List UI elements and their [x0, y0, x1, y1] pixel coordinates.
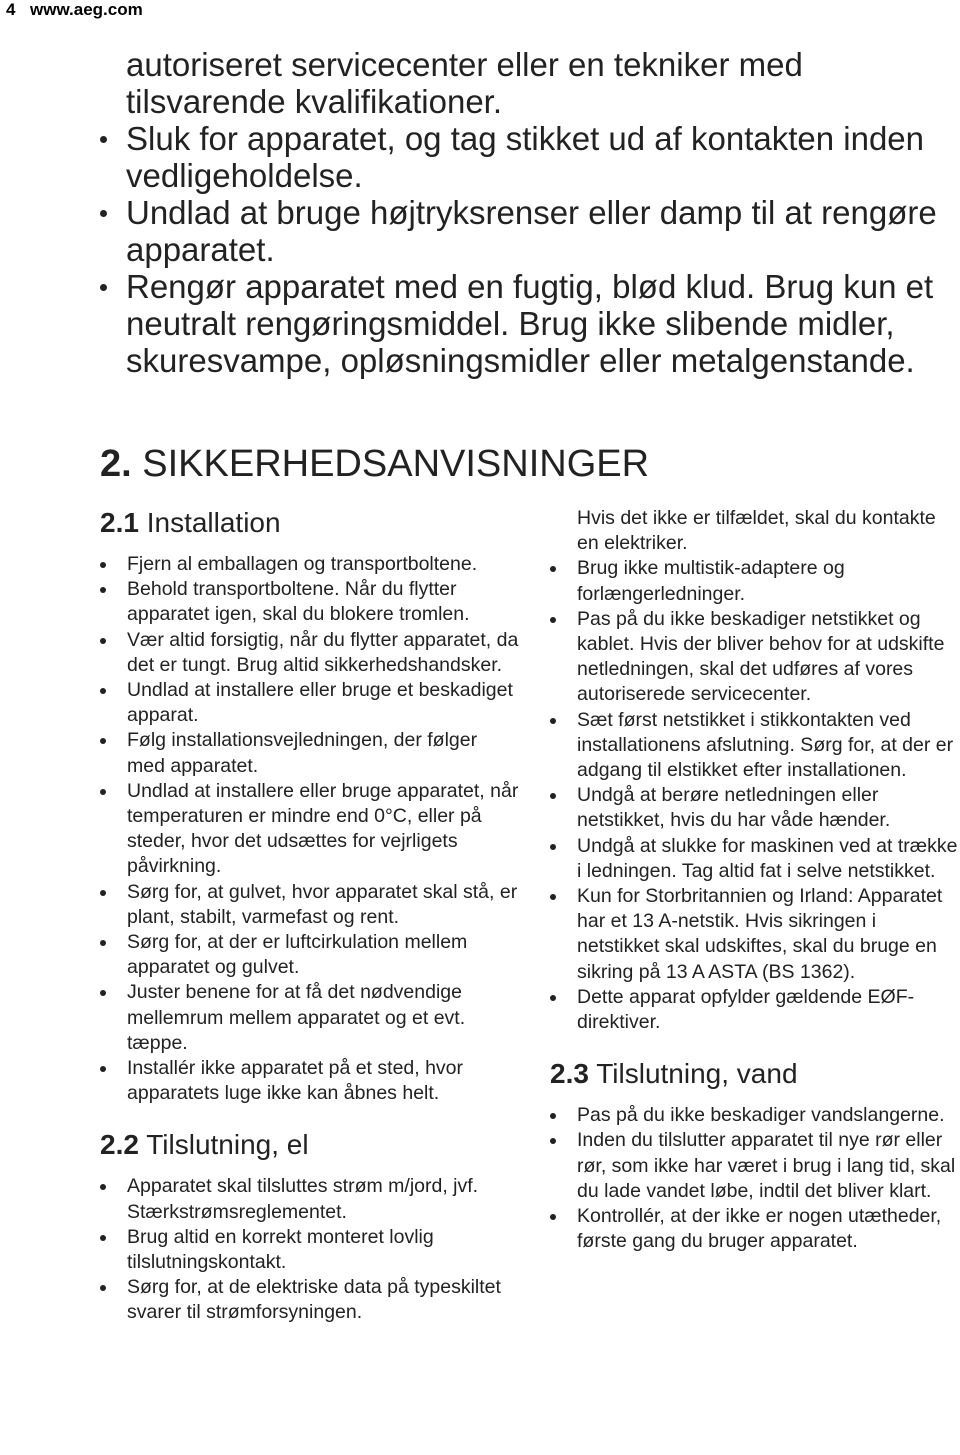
subsection-heading-vand — [550, 1057, 960, 1091]
section-number: 2. — [100, 443, 132, 485]
list-item: Sluk for apparatet, og tag stikket ud af kontakten inden vedligeholdelse. — [100, 120, 955, 194]
list-item: Kun for Storbritannien og Irland: Apparatet har et 13 A-netstik. Hvis sikringen i netstikket skal udskiftes, skal du bruge en sikring på 13 A ASTA (BS 1362). — [550, 884, 960, 985]
list-item: Sæt først netstikket i stikkontakten ved installationens afslutning. Sørg for, at der er adgang til elstikket efter installationen. — [550, 708, 960, 784]
subsection-number: 2.2 — [100, 1129, 139, 1161]
list-item: Vær altid forsigtig, når du flytter apparatet, da det er tungt. Brug altid sikkerhedshandsker. — [100, 628, 520, 678]
list-item: Sørg for, at de elektriske data på typeskiltet svarer til strømforsyningen. — [100, 1275, 520, 1325]
list-item: Undgå at slukke for maskinen ved at trække i ledningen. Tag altid fat i selve netstikket. — [550, 834, 960, 884]
list-item: Pas på du ikke beskadiger vandslangerne. — [550, 1103, 960, 1128]
subsection-heading-installation — [100, 506, 520, 540]
list-item: Inden du tilslutter apparatet til nye rør eller rør, som ikke har været i brug i lang tid, skal du lade vandet løbe, indtil det bliver klart. — [550, 1128, 960, 1204]
list-item: Pas på du ikke beskadiger netstikket og kablet. Hvis der bliver behov for at udskifte netledningen, skal det udføres af vores autoriserede servicecenter. — [550, 607, 960, 708]
subsection-number: 2.1 — [100, 507, 139, 538]
list-item: Juster benene for at få det nødvendige mellemrum mellem apparatet og et evt. tæppe. — [100, 980, 520, 1056]
list-continuation: autoriseret servicecenter eller en tekniker med tilsvarende kvalifikationer. — [126, 46, 803, 120]
list-item: Behold transportboltene. Når du flytter apparatet igen, skal du blokere tromlen. — [100, 577, 520, 627]
subsection-number: 2.3 — [550, 1058, 589, 1090]
subsection-title: Installation — [146, 507, 281, 538]
right-column — [550, 506, 960, 1254]
list-item: Undgå at berøre netledningen eller netstikket, hvis du har våde hænder. — [550, 783, 960, 833]
list-item: Undlad at bruge højtryksrenser eller damp til at rengøre apparatet. — [100, 194, 955, 268]
page-header — [0, 0, 960, 22]
list-item: Brug altid en korrekt monteret lovlig tilslutningskontakt. — [100, 1225, 520, 1275]
list-item: Brug ikke multistik-adaptere og forlængerledninger. — [550, 556, 960, 606]
list-item: Apparatet skal tilsluttes strøm m/jord, jvf. Stærkstrømsreglementet. — [100, 1174, 520, 1224]
site-url: www.aeg.com — [30, 0, 143, 19]
list-continuation: Hvis det ikke er tilfældet, skal du kontakte en elektriker. — [577, 507, 936, 555]
subsection-title: Tilslutning, vand — [596, 1058, 798, 1090]
list-item: Dette apparat opfylder gældende EØF-direktiver. — [550, 985, 960, 1035]
list-item: Rengør apparatet med en fugtig, blød klud. Brug kun et neutralt rengøringsmiddel. Brug ikke slibende midler, skuresvampe, opløsningsmidler eller metalgenstande. — [100, 268, 955, 379]
list-item: Installér ikke apparatet på et sted, hvor apparatets luge ikke kan åbnes helt. — [100, 1056, 520, 1106]
list-item: Undlad at installere eller bruge et beskadiget apparat. — [100, 678, 520, 728]
maintenance-list — [100, 46, 955, 379]
section-heading — [100, 441, 649, 487]
subsection-title: Tilslutning, el — [146, 1129, 309, 1161]
page-number: 4 — [6, 0, 16, 19]
section-title: SIKKERHEDSANVISNINGER — [142, 443, 650, 485]
list-item: Fjern al emballagen og transportboltene. — [100, 552, 520, 577]
list-item: Undlad at installere eller bruge apparatet, når temperaturen er mindre end 0°C, eller på steder, hvor det udsættes for vejrligets påvirkning. — [100, 779, 520, 880]
subsection-heading-el — [100, 1128, 520, 1162]
list-item: Sørg for, at gulvet, hvor apparatet skal stå, er plant, stabilt, varmefast og rent. — [100, 880, 520, 930]
list-item: Sørg for, at der er luftcirkulation mellem apparatet og gulvet. — [100, 930, 520, 980]
list-item: Følg installationsvejledningen, der følger med apparatet. — [100, 728, 520, 778]
left-column — [100, 506, 520, 1326]
list-item: Kontrollér, at der ikke er nogen utætheder, første gang du bruger apparatet. — [550, 1204, 960, 1254]
